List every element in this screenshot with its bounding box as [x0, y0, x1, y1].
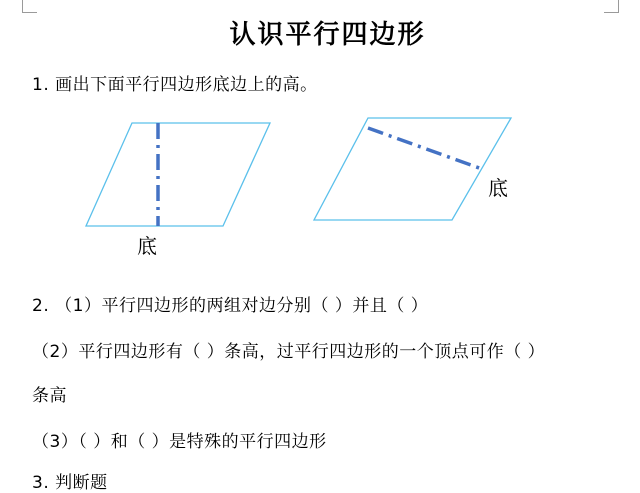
question-2-part-2-continued: 条高	[32, 386, 67, 406]
question-3-heading: 3. 判断题	[32, 473, 108, 493]
parallelogram-right	[314, 118, 511, 220]
question-2-part-1: 2. （1）平行四边形的两组对边分别（ ）并且（ ）	[32, 296, 429, 316]
document-title: 认识平行四边形	[229, 20, 426, 50]
base-label-left: 底	[137, 234, 157, 258]
height-line-right	[368, 128, 482, 169]
base-label-right: 底	[488, 176, 508, 200]
question-1-text: 1. 画出下面平行四边形底边上的高。	[32, 75, 318, 95]
question-2-part-3: （3）（ ）和（ ）是特殊的平行四边形	[32, 432, 327, 452]
parallelogram-left	[86, 123, 270, 226]
question-2-part-2: （2）平行四边形有（ ）条高，过平行四边形的一个顶点可作（ ）	[32, 342, 546, 362]
